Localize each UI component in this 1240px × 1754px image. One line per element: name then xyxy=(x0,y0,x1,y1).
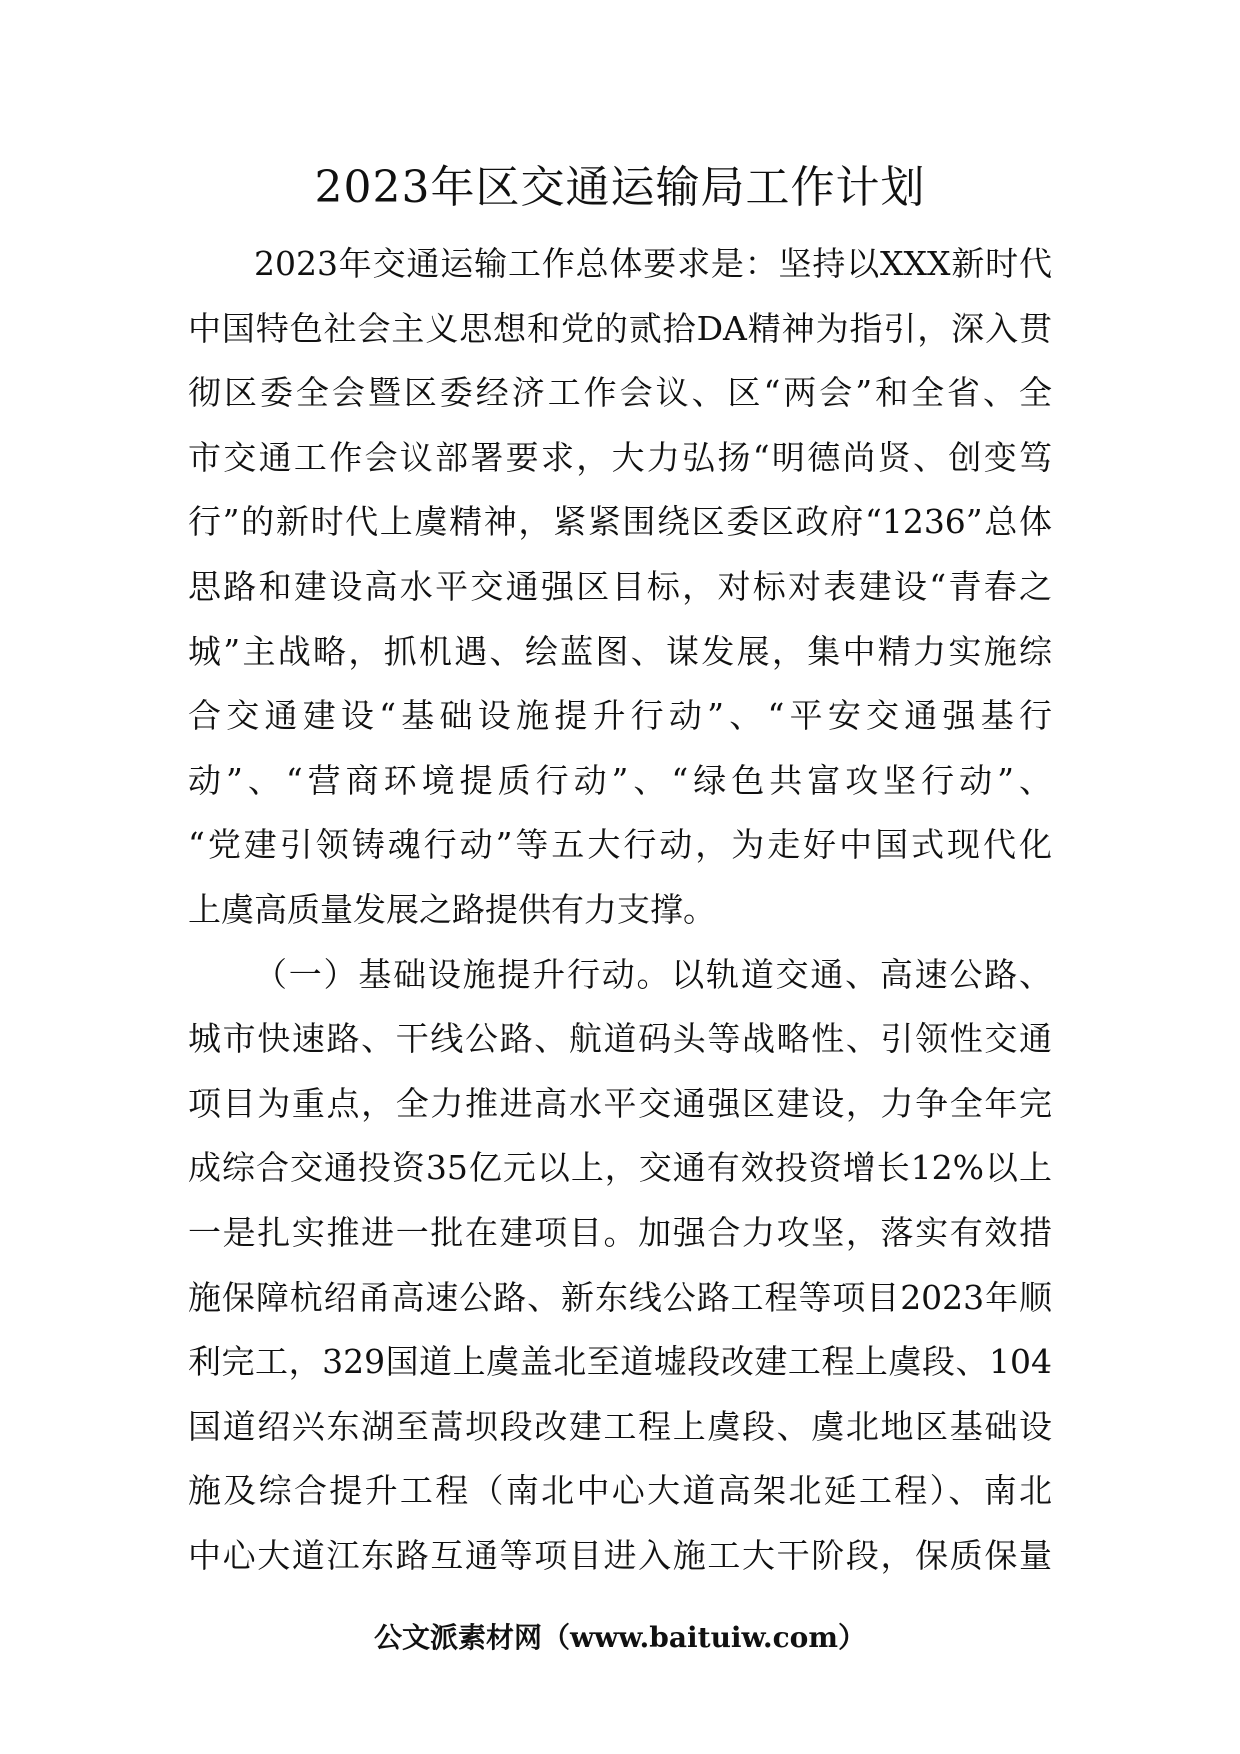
document-title: 2023年区交通运输局工作计划 xyxy=(314,162,926,213)
paragraph-line: 施保障杭绍甬高速公路、新东线公路工程等项目2023年顺 xyxy=(188,1277,1052,1317)
paragraph-line: 2023年交通运输工作总体要求是：坚持以XXX新时代 xyxy=(254,244,1052,283)
paragraph-line: 中心大道江东路互通等项目进入施工大干阶段，保质保量 xyxy=(188,1535,1052,1575)
footer-watermark: 公文派素材网（www.baituiw.com） xyxy=(374,1621,866,1654)
document-body xyxy=(188,232,1052,1588)
paragraph-line: 行”的新时代上虞精神，紧紧围绕区委区政府“1236”总体 xyxy=(188,502,1052,542)
paragraph-line: 城市快速路、干线公路、航道码头等战略性、引领性交通 xyxy=(188,1019,1052,1059)
paragraph-line: 上虞高质量发展之路提供有力支撑。 xyxy=(188,889,716,929)
paragraph-line: 合交通建设“基础设施提升行动”、“平安交通强基行 xyxy=(188,696,1052,736)
paragraph-line: 市交通工作会议部署要求，大力弘扬“明德尚贤、创变笃 xyxy=(188,437,1052,477)
paragraph-line: （一）基础设施提升行动。以轨道交通、高速公路、 xyxy=(254,954,1052,994)
paragraph-line: 一是扎实推进一批在建项目。加强合力攻坚，落实有效措 xyxy=(188,1212,1052,1252)
paragraph-line: 国道绍兴东湖至蒿坝段改建工程上虞段、虞北地区基础设 xyxy=(188,1406,1052,1446)
paragraph-line: 城”主战略，抓机遇、绘蓝图、谋发展，集中精力实施综 xyxy=(188,631,1052,671)
paragraph-line: “党建引领铸魂行动”等五大行动，为走好中国式现代化 xyxy=(188,825,1052,865)
paragraph-line: 思路和建设高水平交通强区目标，对标对表建设“青春之 xyxy=(188,566,1052,606)
paragraph-line: 利完工，329国道上虞盖北至道墟段改建工程上虞段、104 xyxy=(188,1342,1052,1382)
paragraph-line: 彻区委全会暨区委经济工作会议、区“两会”和全省、全 xyxy=(188,373,1052,413)
paragraph-line: 施及综合提升工程（南北中心大道高架北延工程）、南北 xyxy=(188,1471,1052,1511)
paragraph-line: 动”、“营商环境提质行动”、“绿色共富攻坚行动”、 xyxy=(188,760,1052,800)
paragraph-line: 成综合交通投资35亿元以上，交通有效投资增长12%以上 xyxy=(188,1148,1052,1188)
paragraph-line: 项目为重点，全力推进高水平交通强区建设，力争全年完 xyxy=(188,1083,1052,1123)
paragraph-line: 中国特色社会主义思想和党的贰拾DA精神为指引，深入贯 xyxy=(188,308,1052,348)
